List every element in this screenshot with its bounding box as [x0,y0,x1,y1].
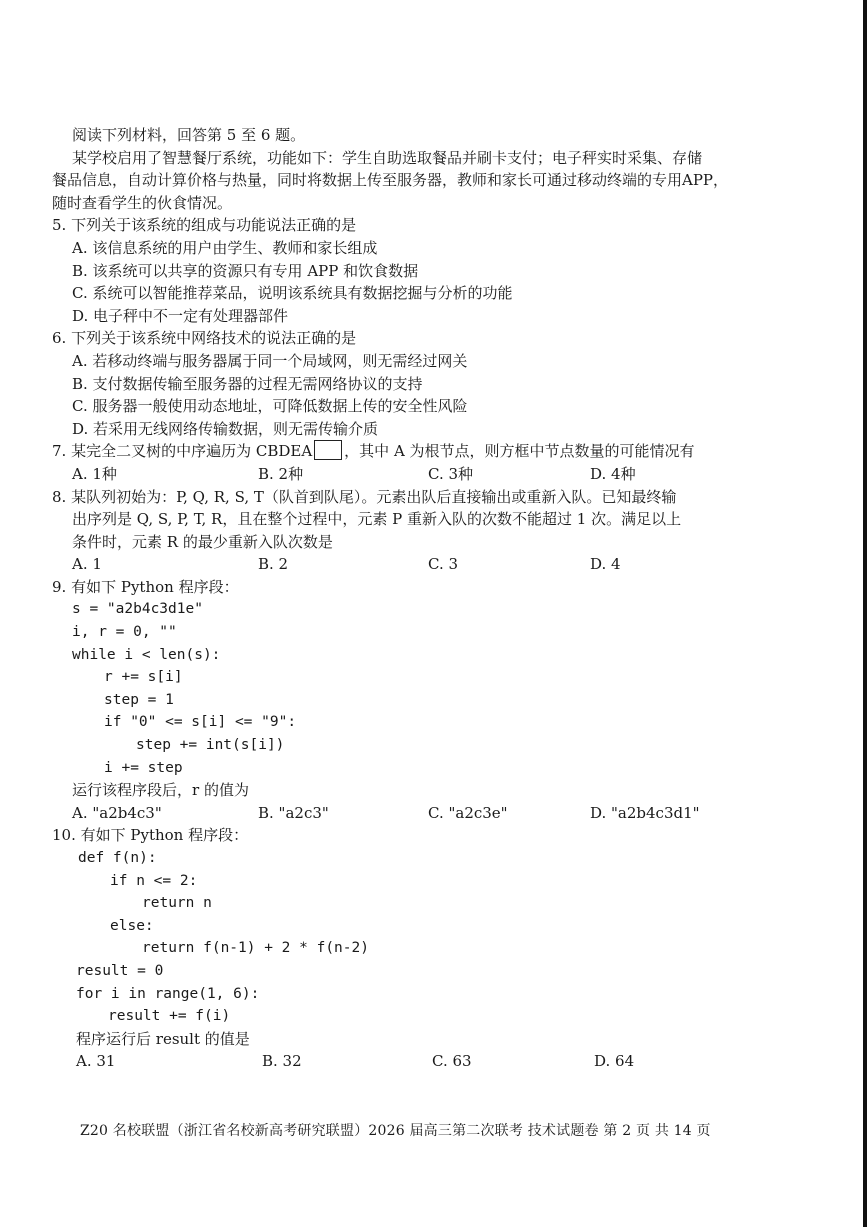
q5-option-c: C. 系统可以智能推荐菜品，说明该系统具有数据挖掘与分析的功能 [72,284,513,303]
q6-option-c: C. 服务器一般使用动态地址，可降低数据上传的安全性风险 [72,397,468,416]
intro-paragraph-line-2: 餐品信息，自动计算价格与热量，同时将数据上传至服务器，教师和家长可通过移动终端的专用APP， [52,171,729,190]
q10-code-line-6: result = 0 [76,962,164,979]
q10-option-a: A. 31 [76,1052,116,1071]
intro-paragraph-line-1: 某学校启用了智慧餐厅系统，功能如下：学生自助选取餐品并刷卡支付；电子秤实时采集、存储 [72,148,703,167]
q7-stem-before-box: 7. 某完全二叉树的中序遍历为 CBDEA [52,442,313,461]
q8-stem-line-3: 条件时，元素 R 的最少重新入队次数是 [72,532,333,551]
q10-options [52,1050,764,1073]
q10-code-line-4: else: [110,917,154,934]
q9-option-c: C. "a2c3e" [428,803,508,822]
q9-option-b: B. "a2c3" [258,803,329,822]
q10-option-d: D. 64 [594,1052,635,1071]
page-footer: Z20 名校联盟（浙江省名校新高考研究联盟）2026 届高三第二次联考 技术试题卷 第 2 页 共 14 页 [80,1123,711,1139]
q9-options [52,802,764,825]
q9-code-line-8: i += step [104,759,183,776]
q5-stem: 5. 下列关于该系统的组成与功能说法正确的是 [52,216,357,235]
q7-option-d: D. 4种 [590,464,636,483]
q7-option-b: B. 2种 [258,464,304,483]
q8-option-d: D. 4 [590,555,621,574]
q10-code-line-7: for i in range(1, 6): [76,985,260,1002]
q8-stem-line-2: 出序列是 Q, S, P, T, R，且在整个过程中，元素 P 重新入队的次数不能超过 1 次。满足以上 [72,510,682,529]
q10-stem: 10. 有如下 Python 程序段： [52,826,249,845]
q10-code-line-8: result += f(i) [108,1008,231,1025]
page-edge-shadow [863,0,867,1227]
q9-code-line-5: step = 1 [104,691,174,708]
exam-page [52,124,764,1073]
q9-code-line-2: i, r = 0, "" [72,624,177,641]
answer-blank-box [314,440,342,460]
q9-code-line-4: r += s[i] [104,669,183,686]
q10-option-c: C. 63 [432,1052,472,1071]
q9-option-d: D. "a2b4c3d1" [590,803,700,822]
q8-option-a: A. 1 [72,555,102,574]
intro-lead: 阅读下列材料，回答第 5 至 6 题。 [72,126,306,144]
q8-option-c: C. 3 [428,555,459,574]
q8-options [52,553,764,576]
q9-code-line-6: if "0" <= s[i] <= "9": [104,714,297,731]
q6-option-a: A. 若移动终端与服务器属于同一个局域网，则无需经过网关 [72,351,468,370]
q10-code-line-2: if n <= 2: [110,872,198,889]
q9-code-line-1: s = "a2b4c3d1e" [72,601,203,618]
q6-stem: 6. 下列关于该系统中网络技术的说法正确的是 [52,329,357,348]
q10-after-text: 程序运行后 result 的值是 [76,1029,250,1048]
intro-paragraph-line-3: 随时查看学生的伙食情况。 [52,193,233,212]
q5-option-d: D. 电子秤中不一定有处理器部件 [72,306,289,325]
q9-after-text: 运行该程序段后，r 的值为 [72,781,249,800]
q6-option-b: B. 支付数据传输至服务器的过程无需网络协议的支持 [72,374,423,393]
q9-option-a: A. "a2b4c3" [72,803,162,822]
q9-code-line-3: while i < len(s): [72,646,221,663]
q7-option-c: C. 3种 [428,464,474,483]
q7-stem-after-box: ，其中 A 为根节点，则方框中节点数量的可能情况有 [344,442,695,461]
q9-stem: 9. 有如下 Python 程序段： [52,577,239,596]
q6-option-d: D. 若采用无线网络传输数据，则无需传输介质 [72,419,379,438]
q8-stem-line-1: 8. 某队列初始为：P, Q, R, S, T（队首到队尾）。元素出队后直接输出或重新入队。已知最终输 [52,487,677,506]
q9-code-line-7: step += int(s[i]) [136,737,285,754]
q10-code-line-3: return n [142,895,212,912]
q10-code-line-5: return f(n-1) + 2 * f(n-2) [142,940,369,957]
q10-code-line-1: def f(n): [78,850,157,866]
q7-options [52,463,764,486]
q5-option-b: B. 该系统可以共享的资源只有专用 APP 和饮食数据 [72,261,419,280]
q7-stem [52,440,764,463]
q7-option-a: A. 1种 [72,464,117,483]
q10-option-b: B. 32 [262,1052,302,1071]
q5-option-a: A. 该信息系统的用户由学生、教师和家长组成 [72,238,378,257]
q8-option-b: B. 2 [258,555,289,574]
